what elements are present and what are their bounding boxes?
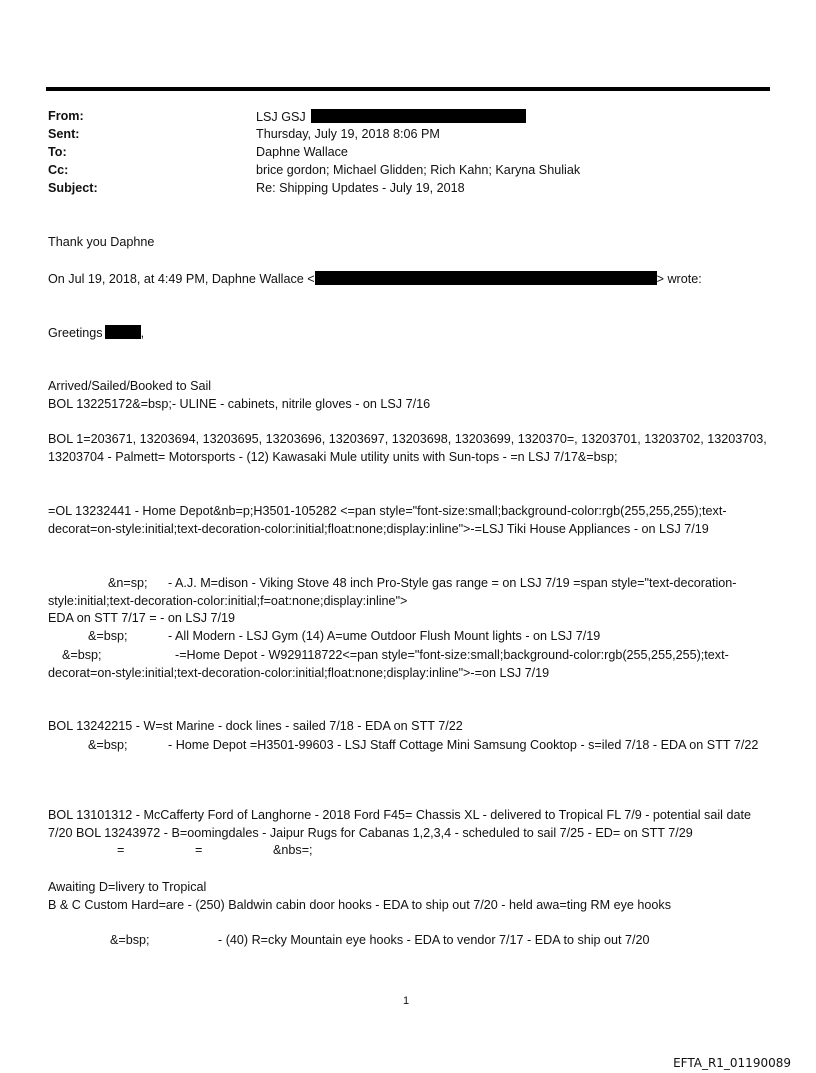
para-w929: [48, 647, 773, 682]
sent-value: Thursday, July 19, 2018 8:06 PM: [256, 127, 440, 141]
cooktop-lead: &=bsp;: [88, 738, 128, 752]
from-label: From:: [48, 109, 84, 123]
para-bol-palmetto: BOL 1=203671, 13203694, 13203695, 13203696, 13203697, 13203698, 13203699, 1320370=, 13203701, 13203702, 13203703, 13203704 - Palmett= Motorsports - (12) Kawasaki Mule utility units with Sun-tops - =n LSJ 7/17&=bsp;: [48, 432, 767, 464]
rocky-lead: &=bsp;: [110, 933, 150, 947]
redaction-box: [311, 109, 526, 123]
from-value: [256, 109, 526, 124]
para-home-depot: =OL 13232441 - Home Depot&nb=p;H3501-105282 <=pan style="font-size:small;background-color:rgb(255,255,255);text-decorat=on-style:initial;text-decoration-color:initial;float:none;display:inline">-=LSJ Tiki House Appliances - on LSJ 7/19: [48, 504, 727, 536]
all-modern-lead: &=bsp;: [88, 629, 128, 643]
viking-text: - A.J. M=dison - Viking Stove 48 inch Pro-Style gas range = on LSJ 7/19 =span style="text-decoration-style:initial;text-decoration-color:initial;f=oat:none;display:inline">: [48, 576, 737, 608]
bates-number: EFTA_R1_01190089: [673, 1056, 791, 1070]
quote-intro: [48, 271, 702, 286]
line-rocky-mountain: [48, 933, 650, 947]
line-entities: [48, 843, 313, 857]
para-mccafferty: BOL 13101312 - McCafferty Ford of Langhorne - 2018 Ford F45= Chassis XL - delivered to Tropical FL 7/9 - potential sail date 7/20 BOL 13243972 - B=oomingdales - Jaipur Rugs for Cabanas 1,2,3,4 - scheduled to sail 7/25 - ED= on STT 7/29: [48, 808, 751, 840]
redaction-box: [105, 325, 141, 339]
subject-value: Re: Shipping Updates - July 19, 2018: [256, 181, 465, 195]
eq-a: =: [117, 843, 125, 857]
all-modern-text: - All Modern - LSJ Gym (14) A=ume Outdoor Flush Mount lights - on LSJ 7/19: [168, 629, 601, 643]
redaction-box: [315, 271, 657, 285]
section-title-awaiting: Awaiting D=livery to Tropical: [48, 880, 207, 894]
w929-lead: &=bsp;: [62, 648, 102, 662]
greeting-line: [48, 325, 144, 340]
line-bc-custom: B & C Custom Hard=are - (250) Baldwin cabin door hooks - EDA to ship out 7/20 - held awa=ting RM eye hooks: [48, 898, 672, 912]
cooktop-text: - Home Depot =H3501-99603 - LSJ Staff Cottage Mini Samsung Cooktop - s=iled 7/18 - EDA on STT 7/22: [168, 738, 759, 752]
thanks-line: Thank you Daphne: [48, 235, 155, 249]
rocky-text: - (40) R=cky Mountain eye hooks - EDA to vendor 7/17 - EDA to ship out 7/20: [218, 933, 650, 947]
w929-text: -=Home Depot - W929118722<=pan style="font-size:small;background-color:rgb(255,255,255);text-decorat=on-style:initial;text-decoration-color:initial;float:none;display:inline">-=on LSJ 7/19: [48, 648, 729, 680]
subject-label: Subject:: [48, 181, 98, 195]
quote-intro-start: On Jul 19, 2018, at 4:49 PM, Daphne Wallace <: [48, 272, 315, 286]
line-eda-stt: EDA on STT 7/17 = - on LSJ 7/19: [48, 611, 236, 625]
cc-label: Cc:: [48, 163, 69, 177]
section-title-arrived: Arrived/Sailed/Booked to Sail: [48, 379, 212, 393]
quote-intro-end: > wrote:: [656, 272, 702, 286]
para-viking: [48, 575, 773, 610]
para-cooktop: [48, 737, 773, 755]
viking-lead: &n=sp;: [108, 576, 148, 590]
line-uline: BOL 13225172&=bsp;- ULINE - cabinets, nitrile gloves - on LSJ 7/16: [48, 397, 431, 411]
line-west-marine: BOL 13242215 - W=st Marine - dock lines - sailed 7/18 - EDA on STT 7/22: [48, 719, 463, 733]
nbs-text: &nbs=;: [273, 843, 313, 857]
greeting-start: Greetings: [48, 326, 103, 340]
eq-b: =: [195, 843, 203, 857]
to-label: To:: [48, 145, 67, 159]
header-rule: [46, 87, 770, 91]
cc-value: brice gordon; Michael Glidden; Rich Kahn; Karyna Shuliak: [256, 163, 581, 177]
to-value: Daphne Wallace: [256, 145, 348, 159]
page-number: 1: [403, 995, 410, 1007]
line-all-modern: [48, 629, 600, 643]
greeting-end: ,: [140, 326, 145, 340]
from-name: LSJ GSJ: [256, 110, 306, 124]
sent-label: Sent:: [48, 127, 80, 141]
